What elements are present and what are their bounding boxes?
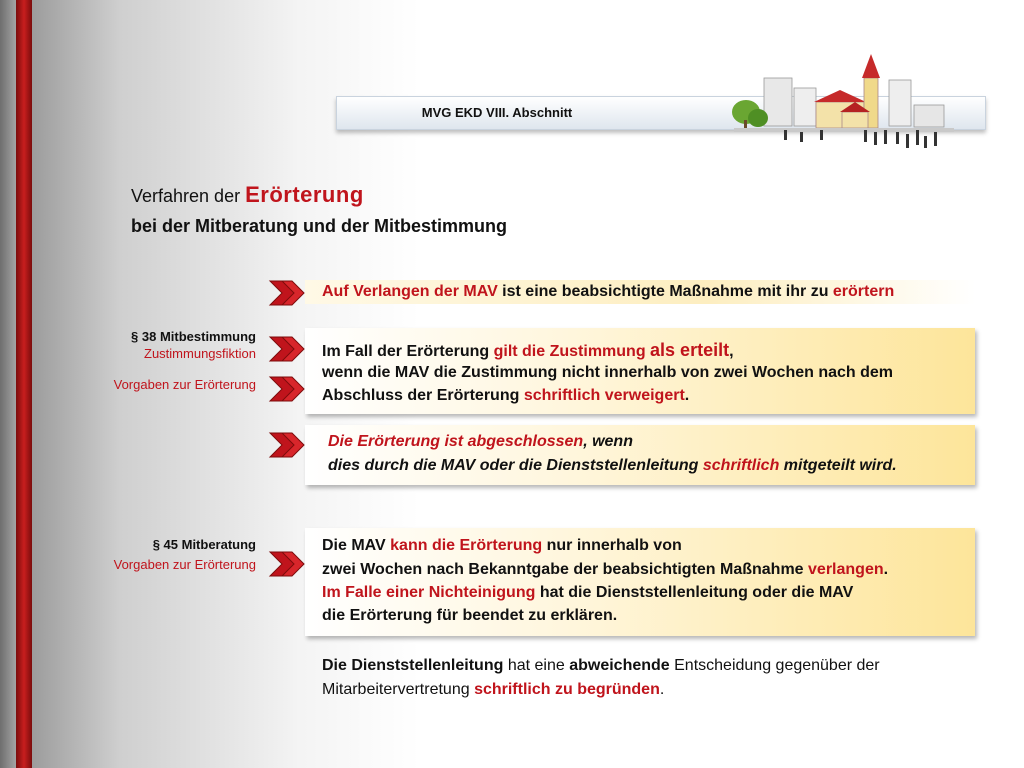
sidebar-gray-strip bbox=[0, 0, 16, 768]
box2-l1a: Die Erörterung ist abgeschlossen bbox=[328, 433, 584, 450]
footer-l2a: Mitarbeitervertretung bbox=[322, 681, 475, 698]
sec45-title: § 45 Mitberatung bbox=[152, 537, 256, 552]
box3-line3 bbox=[322, 584, 853, 602]
double-chevron-right-icon bbox=[268, 550, 308, 578]
box2-l2c: mitgeteilt wird. bbox=[779, 457, 897, 474]
footer-line1 bbox=[322, 657, 880, 675]
box1-l3c: . bbox=[684, 387, 690, 404]
sec38-title: § 38 Mitbestimmung bbox=[131, 329, 256, 344]
footer-l1d: Entscheidung gegenüber der bbox=[669, 657, 880, 674]
box2-line1 bbox=[328, 433, 633, 451]
town-illustration bbox=[724, 50, 964, 155]
sec38-vorgaben: Vorgaben zur Erörterung bbox=[113, 377, 256, 392]
double-chevron-right-icon bbox=[268, 335, 308, 363]
box3-l2a: zwei Wochen nach Bekanntgabe der beabsichtigten Maßnahme bbox=[322, 561, 809, 578]
box2-line2 bbox=[328, 457, 897, 475]
box3-l1b: kann die Erörterung bbox=[390, 537, 543, 554]
box2-l2b: schriftlich bbox=[702, 457, 780, 474]
box3-l3b: hat die Dienststellenleitung oder die MAV bbox=[535, 584, 854, 601]
intro-statement bbox=[322, 283, 894, 301]
box1-line2: wenn die MAV die Zustimmung nicht innerhalb von zwei Wochen nach dem bbox=[322, 364, 894, 381]
double-chevron-right-icon bbox=[268, 279, 308, 307]
box3-line4: die Erörterung für beendet zu erklären. bbox=[322, 607, 618, 624]
box1-l1c: als erteilt bbox=[650, 340, 730, 360]
sec38-subtitle: Zustimmungsfiktion bbox=[144, 346, 256, 361]
footer-l1c: abweichende bbox=[569, 657, 670, 674]
sidebar-red-strip bbox=[16, 0, 32, 768]
box3-l3a: Im Falle einer Nichteinigung bbox=[322, 584, 536, 601]
title-prefix: Verfahren der bbox=[131, 186, 246, 206]
box2-l1b: , wenn bbox=[583, 433, 633, 450]
page-subtitle: bei der Mitberatung und der Mitbestimmung bbox=[131, 216, 508, 236]
box2-l2a: dies durch die MAV oder die Dienststellenleitung bbox=[328, 457, 703, 474]
box3-line2 bbox=[322, 561, 888, 579]
box3-l2b: verlangen bbox=[808, 561, 884, 578]
footer-line2 bbox=[322, 681, 664, 699]
box3-l1c: nur innerhalb von bbox=[542, 537, 682, 554]
title-highlight: Erörterung bbox=[245, 182, 364, 207]
intro-part-a: Auf Verlangen der MAV bbox=[322, 283, 498, 300]
box1-line3 bbox=[322, 387, 689, 405]
box1-l1b: gilt die Zustimmung bbox=[493, 343, 651, 360]
intro-part-b: ist eine beabsichtigte Maßnahme mit ihr zu bbox=[497, 283, 833, 300]
box1-l1a: Im Fall der Erörterung bbox=[322, 343, 494, 360]
footer-l2c: . bbox=[659, 681, 665, 698]
footer-l1b: hat eine bbox=[503, 657, 570, 674]
box1-line1 bbox=[322, 340, 734, 361]
double-chevron-right-icon bbox=[268, 375, 308, 403]
box3-l2c: . bbox=[883, 561, 889, 578]
intro-part-c: erörtern bbox=[832, 283, 895, 300]
box1-l3a: Abschluss der Erörterung bbox=[322, 387, 524, 404]
footer-l1a: Die Dienststellenleitung bbox=[322, 657, 504, 674]
box1-l1d: , bbox=[729, 343, 734, 360]
box3-line1 bbox=[322, 537, 682, 555]
header-title: MVG EKD VIII. Abschnitt bbox=[421, 105, 573, 120]
box1-l3b: schriftlich verweigert bbox=[523, 387, 685, 404]
box3-l1a: Die MAV bbox=[322, 537, 391, 554]
footer-l2b: schriftlich zu begründen bbox=[474, 681, 660, 698]
double-chevron-right-icon bbox=[268, 431, 308, 459]
page-title bbox=[131, 182, 364, 208]
sec45-vorgaben: Vorgaben zur Erörterung bbox=[113, 557, 256, 572]
